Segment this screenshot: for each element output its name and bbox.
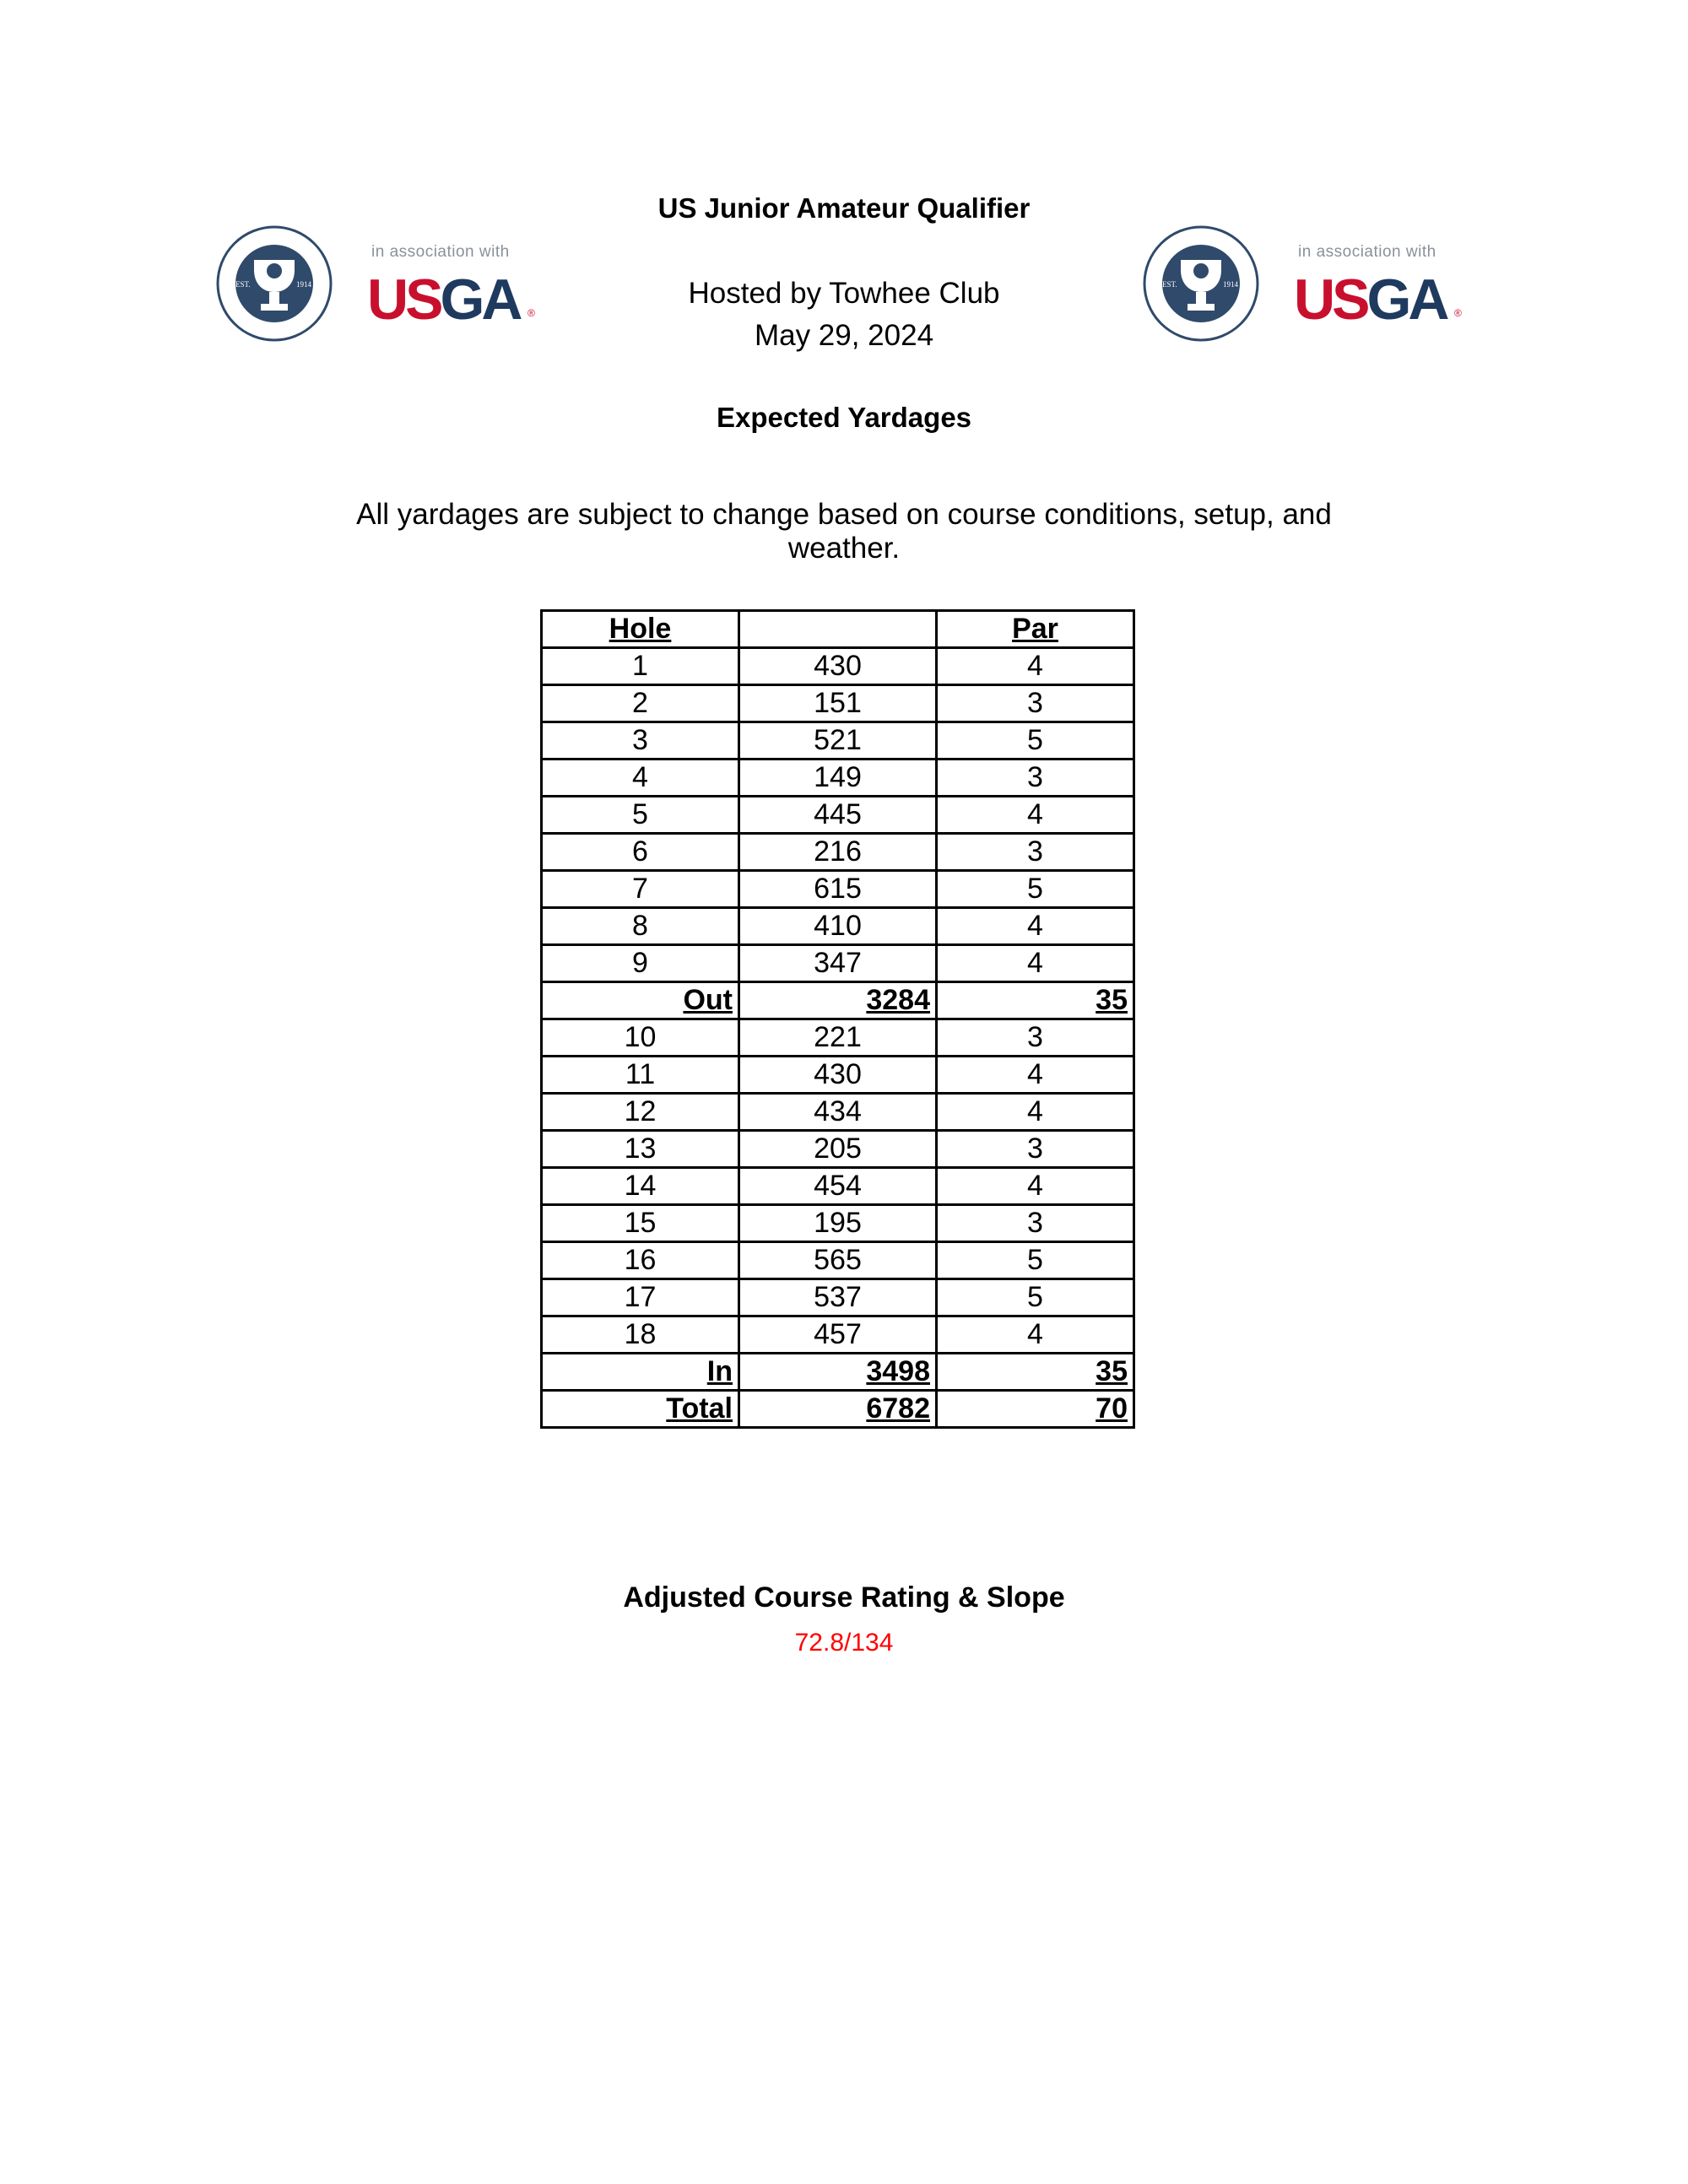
cell-hole: 7 [542,871,739,908]
cell-hole: 6 [542,834,739,871]
table-row [542,871,1134,908]
cell-yards: 434 [739,1094,937,1131]
cell-hole: 5 [542,797,739,834]
cell-yards: 445 [739,797,937,834]
page-title: US Junior Amateur Qualifier [657,192,1031,224]
cell-hole: 8 [542,908,739,945]
cell-yards: 151 [739,685,937,722]
cell-yards: 221 [739,1019,937,1057]
table-summary-row [542,1354,1134,1391]
course-rating-value: 72.8/134 [794,1629,894,1657]
table-row [542,1131,1134,1168]
association-text: in association with [1298,243,1436,261]
table-row [542,1019,1134,1057]
course-rating-label: Adjusted Course Rating & Slope [623,1581,1065,1614]
cell-hole: 10 [542,1019,739,1057]
cell-hole: 4 [542,760,739,797]
seal-est-text: EST. [1162,280,1177,289]
cell-hole: Total [542,1391,739,1428]
cell-yards: 430 [739,1057,937,1094]
cell-hole: 15 [542,1205,739,1242]
cell-yards: 3284 [739,982,937,1019]
cell-hole: 17 [542,1279,739,1316]
cell-par: 3 [937,1019,1134,1057]
cell-hole: 12 [542,1094,739,1131]
seal-year-text: 1914 [1223,280,1238,289]
cell-par: 35 [937,1354,1134,1391]
table-summary-row [542,982,1134,1019]
cell-par: 4 [937,797,1134,834]
cell-par: 3 [937,1205,1134,1242]
cell-par: 4 [937,1168,1134,1205]
cell-yards: 205 [739,1131,937,1168]
cell-yards: 347 [739,945,937,982]
cell-yards: 6782 [739,1391,937,1428]
cell-par: 70 [937,1391,1134,1428]
seal-year-text: 1914 [296,280,311,289]
cell-yards: 216 [739,834,937,871]
cell-hole: 16 [542,1242,739,1279]
cell-hole: Out [542,982,739,1019]
cell-par: 4 [937,945,1134,982]
disclaimer-text: All yardages are subject to change based on course conditions, setup, and weather. [356,498,1332,565]
table-row [542,797,1134,834]
usga-wordmark: USGA [367,268,520,332]
cell-yards: 521 [739,722,937,760]
cell-par: 5 [937,722,1134,760]
cell-hole: 18 [542,1316,739,1354]
cell-par: 3 [937,834,1134,871]
cell-hole: 13 [542,1131,739,1168]
table-row [542,722,1134,760]
table-row [542,1242,1134,1279]
cell-par: 4 [937,1094,1134,1131]
cell-par: 5 [937,871,1134,908]
registered-mark-icon: ® [528,307,535,319]
cell-par: 4 [937,908,1134,945]
cell-par: 5 [937,1242,1134,1279]
seal-est-text: EST. [235,280,251,289]
cell-hole: 14 [542,1168,739,1205]
cell-hole: In [542,1354,739,1391]
cell-par: 4 [937,1057,1134,1094]
table-row [542,834,1134,871]
table-row [542,685,1134,722]
association-text: in association with [371,243,510,261]
cell-yards: 565 [739,1242,937,1279]
table-row [542,1279,1134,1316]
table-row [542,1205,1134,1242]
cell-par: 4 [937,648,1134,685]
table-row [542,1094,1134,1131]
table-row [542,1057,1134,1094]
table-row [542,760,1134,797]
cell-yards: 3498 [739,1354,937,1391]
table-row [542,1316,1134,1354]
section-title: Expected Yardages [716,402,972,433]
cell-hole: 2 [542,685,739,722]
table-row [542,908,1134,945]
cell-par: 3 [937,1131,1134,1168]
table-header-row [542,611,1134,648]
yardage-table [540,609,1135,1429]
cell-yards: 537 [739,1279,937,1316]
column-header-yards [739,611,937,648]
yardage-table-body [542,648,1134,1428]
table-row [542,648,1134,685]
cell-hole: 3 [542,722,739,760]
cell-par: 3 [937,760,1134,797]
usga-wordmark: USGA [1294,268,1447,332]
cell-yards: 615 [739,871,937,908]
column-header-hole: Hole [542,611,739,648]
cell-yards: 457 [739,1316,937,1354]
cell-yards: 149 [739,760,937,797]
host-line: Hosted by Towhee Club [688,277,1000,310]
cell-par: 5 [937,1279,1134,1316]
cell-yards: 454 [739,1168,937,1205]
table-summary-row [542,1391,1134,1428]
cell-yards: 410 [739,908,937,945]
cell-par: 4 [937,1316,1134,1354]
column-header-par: Par [937,611,1134,648]
registered-mark-icon: ® [1454,307,1462,319]
cell-par: 3 [937,685,1134,722]
event-date: May 29, 2024 [754,319,934,352]
cell-hole: 1 [542,648,739,685]
cell-yards: 195 [739,1205,937,1242]
table-row [542,945,1134,982]
cell-hole: 11 [542,1057,739,1094]
cell-hole: 9 [542,945,739,982]
cell-par: 35 [937,982,1134,1019]
cell-yards: 430 [739,648,937,685]
table-row [542,1168,1134,1205]
